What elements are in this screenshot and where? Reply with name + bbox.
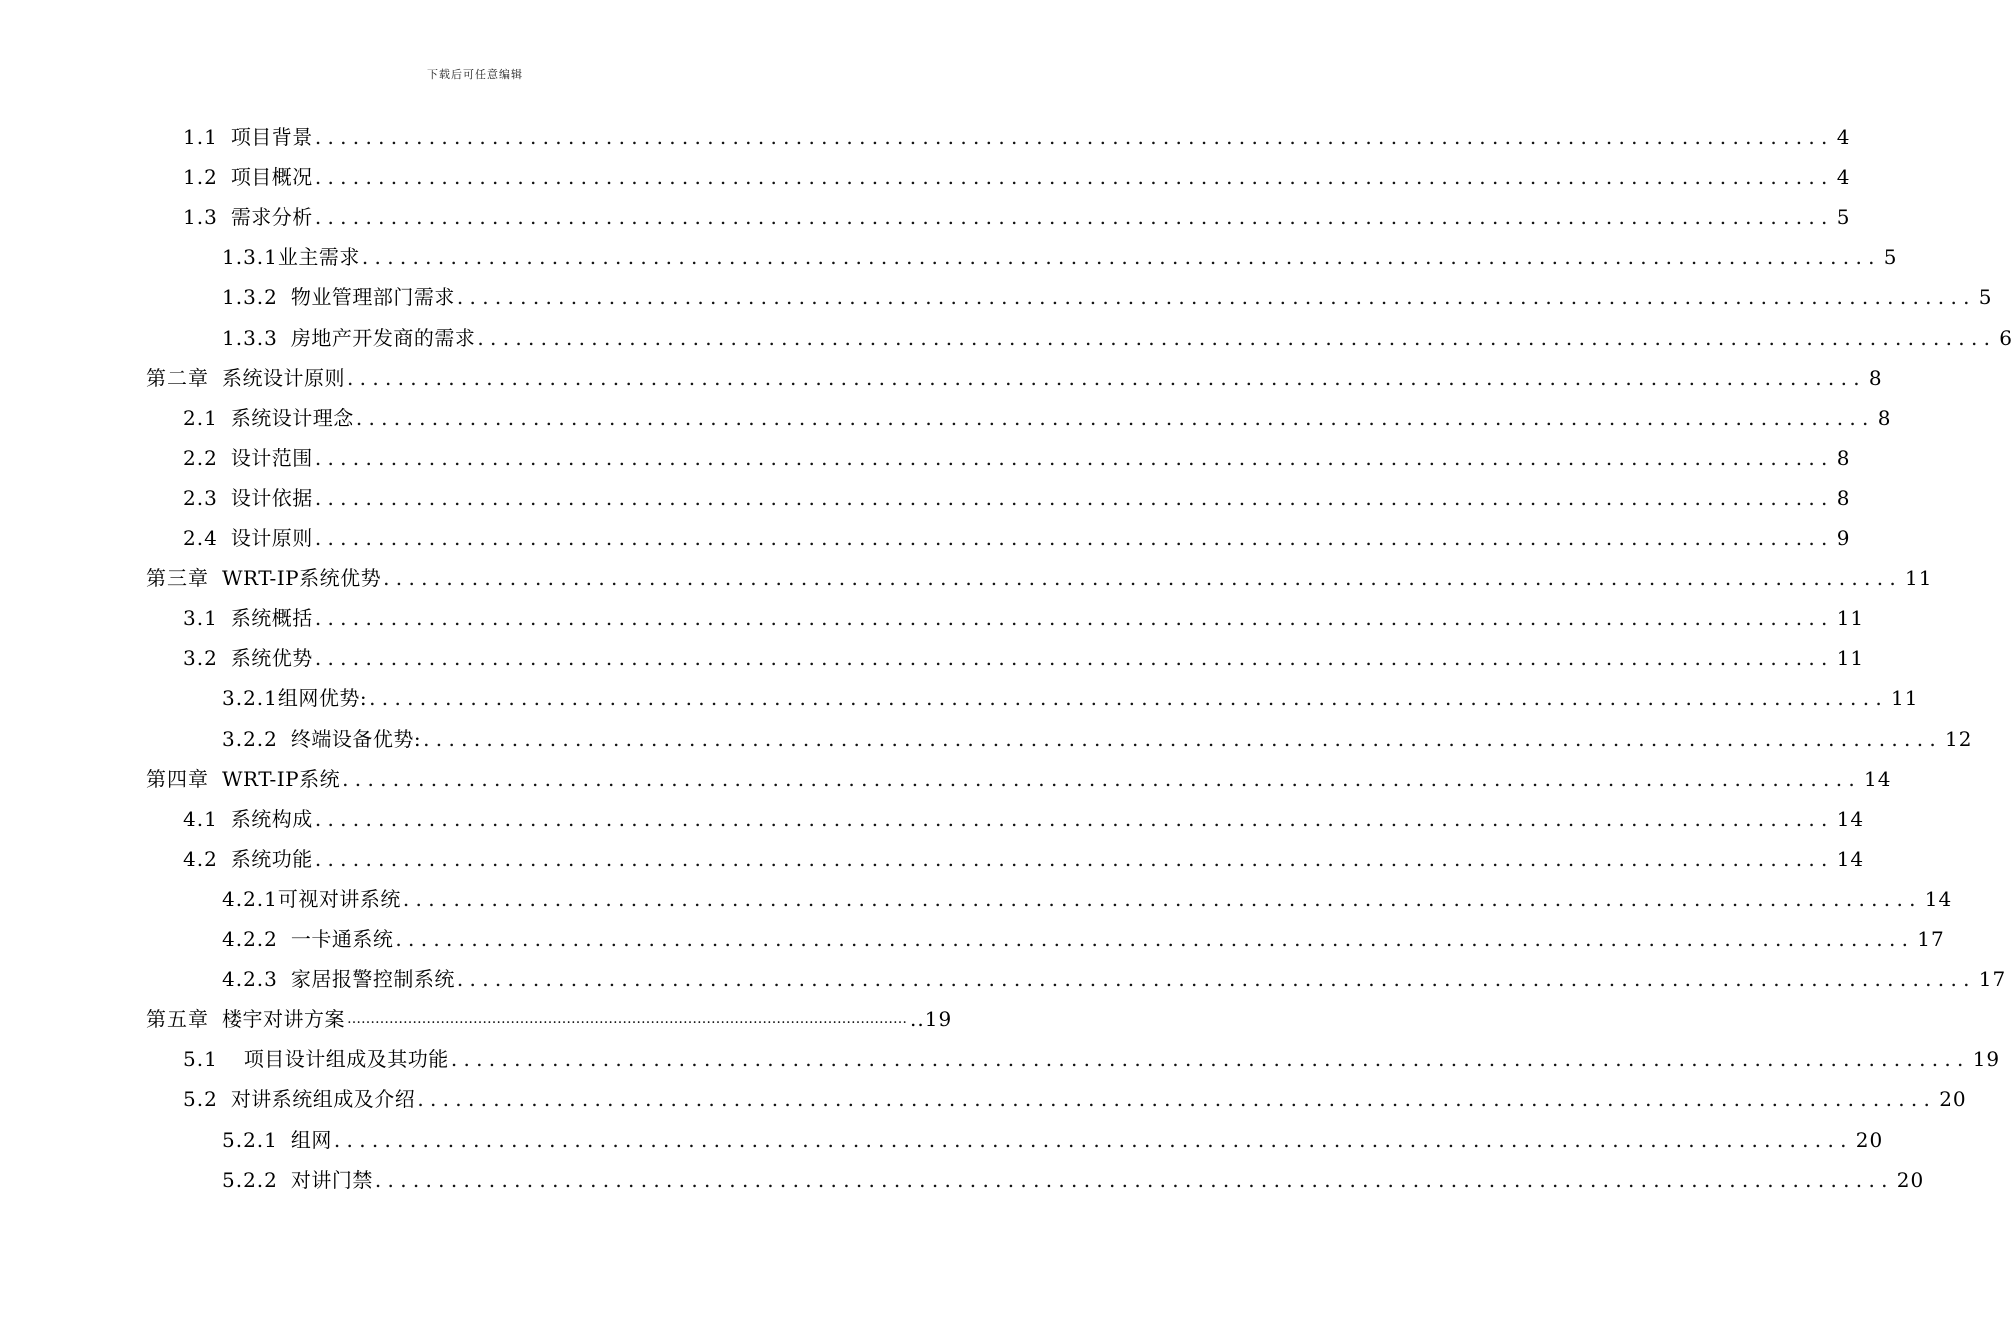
toc-entry-title: 设计范围 [230, 445, 313, 470]
toc-entry-title: 设计依据 [230, 485, 313, 510]
toc-dot-leader: ........................................................................................................................ [333, 1127, 1853, 1152]
toc-entry[interactable] [222, 879, 1953, 911]
toc-entry-title: 项目概况 [230, 165, 313, 190]
toc-entry-number: 3.2.2 [222, 726, 278, 751]
toc-entry[interactable] [183, 799, 1865, 831]
header-note: 下载后可任意编辑 [427, 68, 523, 81]
toc-entry-number: 5.2.1 [222, 1127, 278, 1152]
toc-dot-leader: ........................................................................................................................ [314, 125, 1834, 149]
toc-entry-number: 2.3 [183, 485, 218, 510]
toc-entry[interactable] [146, 999, 953, 1032]
toc-entry-page: 6 [1999, 325, 2013, 350]
toc-dot-leader: ........................................................................................................................ [456, 285, 1976, 310]
toc-dot-leader: ........................................................................................................................ [374, 1167, 1894, 1192]
toc-entry[interactable] [183, 398, 1892, 430]
toc-entry-number: 3.1 [183, 606, 218, 631]
toc-dot-leader: ........................................................................................................................ [402, 886, 1922, 911]
toc-dot-leader: ........................................................................................................................ [314, 485, 1834, 510]
toc-entry-title: WRT-IP系统 [222, 766, 341, 791]
toc-entry-number: 1.2 [183, 165, 218, 190]
toc-entry-page: 14 [1864, 766, 1892, 791]
toc-entry-title: 系统功能 [230, 846, 313, 871]
toc-entry-title: 系统构成 [230, 806, 313, 831]
toc-entry[interactable] [183, 598, 1865, 631]
toc-entry[interactable] [146, 759, 1892, 791]
toc-entry-title: 可视对讲系统 [277, 886, 401, 911]
toc-entry-title: 家居报警控制系统 [290, 967, 455, 992]
toc-entry-number: 1.3.1 [222, 245, 278, 270]
toc-dot-leader: ........................................................................................................................ [369, 686, 1889, 711]
toc-entry-page: 11 [1905, 566, 1933, 591]
toc-entry-number: 2.4 [183, 526, 218, 550]
toc-dot-leader: ........................................................................................................................ [347, 365, 1866, 390]
toc-entry-number: 1.3 [183, 205, 218, 230]
toc-entry-page: 8 [1868, 365, 1883, 390]
toc-entry[interactable] [183, 117, 1851, 149]
toc-dot-leader: ........................................................................................................................ [314, 205, 1834, 230]
toc-entry[interactable] [183, 478, 1851, 510]
toc-entry-number: 第五章 [146, 1007, 209, 1032]
toc-entry-page: 14 [1924, 886, 1953, 911]
toc-entry-number: 5.1 [183, 1047, 218, 1072]
toc-entry-page: 11 [1891, 686, 1919, 711]
toc-dot-leader: ........................................................................................................................ [423, 726, 1943, 751]
toc-entry-number: 2.2 [183, 445, 218, 470]
toc-entry-page: 11 [1836, 646, 1865, 671]
toc-dot-leader: ........................................................................................................................ [314, 606, 1834, 631]
toc-entry-title: 项目设计组成及其功能 [243, 1047, 449, 1072]
toc-entry-title: 组网 [290, 1127, 332, 1152]
toc-entry-number: 第四章 [146, 766, 209, 791]
toc-dot-leader: ………………………………………………………………………………………………………… [347, 1011, 907, 1028]
toc-entry[interactable] [183, 157, 1851, 190]
toc-entry[interactable] [183, 518, 1851, 550]
toc-entry[interactable] [222, 277, 1993, 310]
toc-entry-page: 12 [1945, 726, 1973, 751]
toc-dot-leader: ........................................................................................................................ [417, 1087, 1937, 1112]
toc-dot-leader: ........................................................................................................................ [314, 165, 1834, 190]
toc-entry-page: 9 [1836, 526, 1851, 550]
toc-entry-page: 4 [1836, 165, 1851, 190]
toc-dot-leader: ........................................................................................................................ [314, 526, 1834, 550]
toc-dot-leader: ........................................................................................................................ [355, 405, 1875, 430]
toc-entry[interactable] [222, 237, 1898, 270]
toc-entry-title: 对讲系统组成及介绍 [230, 1087, 416, 1112]
toc-entry-number: 1.3.3 [222, 325, 278, 350]
toc-entry-title: 组网优势: [277, 686, 368, 711]
toc-entry-title: 一卡通系统 [290, 927, 394, 951]
toc-entry[interactable] [183, 638, 1865, 671]
toc-entry-title: 对讲门禁 [290, 1167, 373, 1192]
toc-entry[interactable] [222, 719, 1973, 751]
toc-entry-title: WRT-IP系统优势 [222, 566, 382, 591]
toc-entry-number: 4.2 [183, 846, 218, 871]
toc-entry-number: 4.2.2 [222, 927, 278, 951]
toc-entry[interactable] [183, 1039, 2001, 1072]
toc-entry[interactable] [222, 318, 2013, 350]
toc-dot-leader: ........................................................................................................................ [314, 846, 1834, 871]
toc-entry[interactable] [222, 678, 1919, 711]
toc-dot-leader: ........................................................................................................................ [383, 566, 1903, 591]
toc-entry-page: 4 [1836, 125, 1851, 149]
toc-entry-number: 第二章 [146, 365, 209, 390]
toc-entry-page: 8 [1877, 405, 1892, 430]
toc-entry[interactable] [183, 1079, 1967, 1112]
toc-dot-leader: ........................................................................................................................ [314, 646, 1834, 671]
toc-entry[interactable] [222, 959, 2007, 992]
toc-entry-number: 4.2.1 [222, 886, 278, 911]
toc-entry[interactable] [222, 1120, 1884, 1152]
toc-entry-page: 5 [1836, 205, 1851, 230]
toc-dot-leader: ........................................................................................................................ [342, 766, 1862, 791]
toc-entry[interactable] [183, 839, 1865, 871]
toc-dot-leader: ........................................................................................................................ [456, 967, 1976, 992]
toc-entry-number: 5.2 [183, 1087, 218, 1112]
toc-entry-page: 8 [1836, 445, 1851, 470]
toc-entry-title: 系统设计原则 [222, 365, 345, 390]
toc-entry-title: 设计原则 [230, 526, 313, 550]
toc-entry-title: 需求分析 [230, 205, 313, 230]
toc-dot-leader: ........................................................................................................................ [314, 445, 1834, 470]
toc-entry-number: 4.2.3 [222, 967, 278, 992]
toc-entry-page: 20 [1855, 1127, 1884, 1152]
toc-entry-page: 11 [1836, 606, 1865, 631]
toc-entry-title: 楼宇对讲方案 [222, 1007, 345, 1032]
toc-entry-page: 20 [1939, 1087, 1967, 1112]
toc-entry-page: 19 [1972, 1047, 2001, 1072]
toc-entry-page: ..19 [910, 1007, 953, 1032]
toc-entry-title: 系统优势 [230, 646, 313, 671]
toc-entry-title: 项目背景 [230, 125, 313, 149]
toc-entry[interactable] [183, 197, 1851, 230]
toc-dot-leader: ........................................................................................................................ [477, 325, 1997, 350]
toc-entry-page: 8 [1836, 485, 1851, 510]
toc-entry-page: 17 [1978, 967, 2007, 992]
toc-entry-title: 业主需求 [277, 245, 360, 270]
toc-entry-number: 3.2 [183, 646, 218, 671]
toc-entry[interactable] [146, 358, 1883, 390]
toc-entry[interactable] [222, 919, 1945, 951]
toc-dot-leader: ........................................................................................................................ [361, 245, 1881, 270]
toc-entry-page: 17 [1917, 927, 1945, 951]
toc-entry-number: 3.2.1 [222, 686, 278, 711]
toc-entry-number: 2.1 [183, 405, 218, 430]
toc-entry-number: 第三章 [146, 566, 209, 591]
toc-dot-leader: ........................................................................................................................ [314, 806, 1834, 831]
toc-entry-title: 系统设计理念 [230, 405, 354, 430]
toc-entry-number: 1.3.2 [222, 285, 278, 310]
toc-dot-leader: ........................................................................................................................ [395, 927, 1915, 951]
toc-entry[interactable] [183, 438, 1851, 470]
toc-dot-leader: ........................................................................................................................ [450, 1047, 1970, 1072]
toc-entry-page: 5 [1978, 285, 1993, 310]
toc-entry-title: 物业管理部门需求 [290, 285, 455, 310]
toc-entry-title: 终端设备优势: [290, 726, 422, 751]
toc-entry[interactable] [222, 1160, 1925, 1192]
toc-entry-page: 20 [1896, 1167, 1925, 1192]
toc-entry-number: 5.2.2 [222, 1167, 278, 1192]
toc-entry-page: 5 [1883, 245, 1898, 270]
toc-entry-number: 1.1 [183, 125, 218, 149]
toc-entry-page: 14 [1836, 806, 1865, 831]
toc-entry[interactable] [146, 558, 1933, 591]
toc-entry-title: 系统概括 [230, 606, 313, 631]
toc-entry-page: 14 [1836, 846, 1865, 871]
toc-entry-number: 4.1 [183, 806, 218, 831]
toc-entry-title: 房地产开发商的需求 [290, 325, 476, 350]
